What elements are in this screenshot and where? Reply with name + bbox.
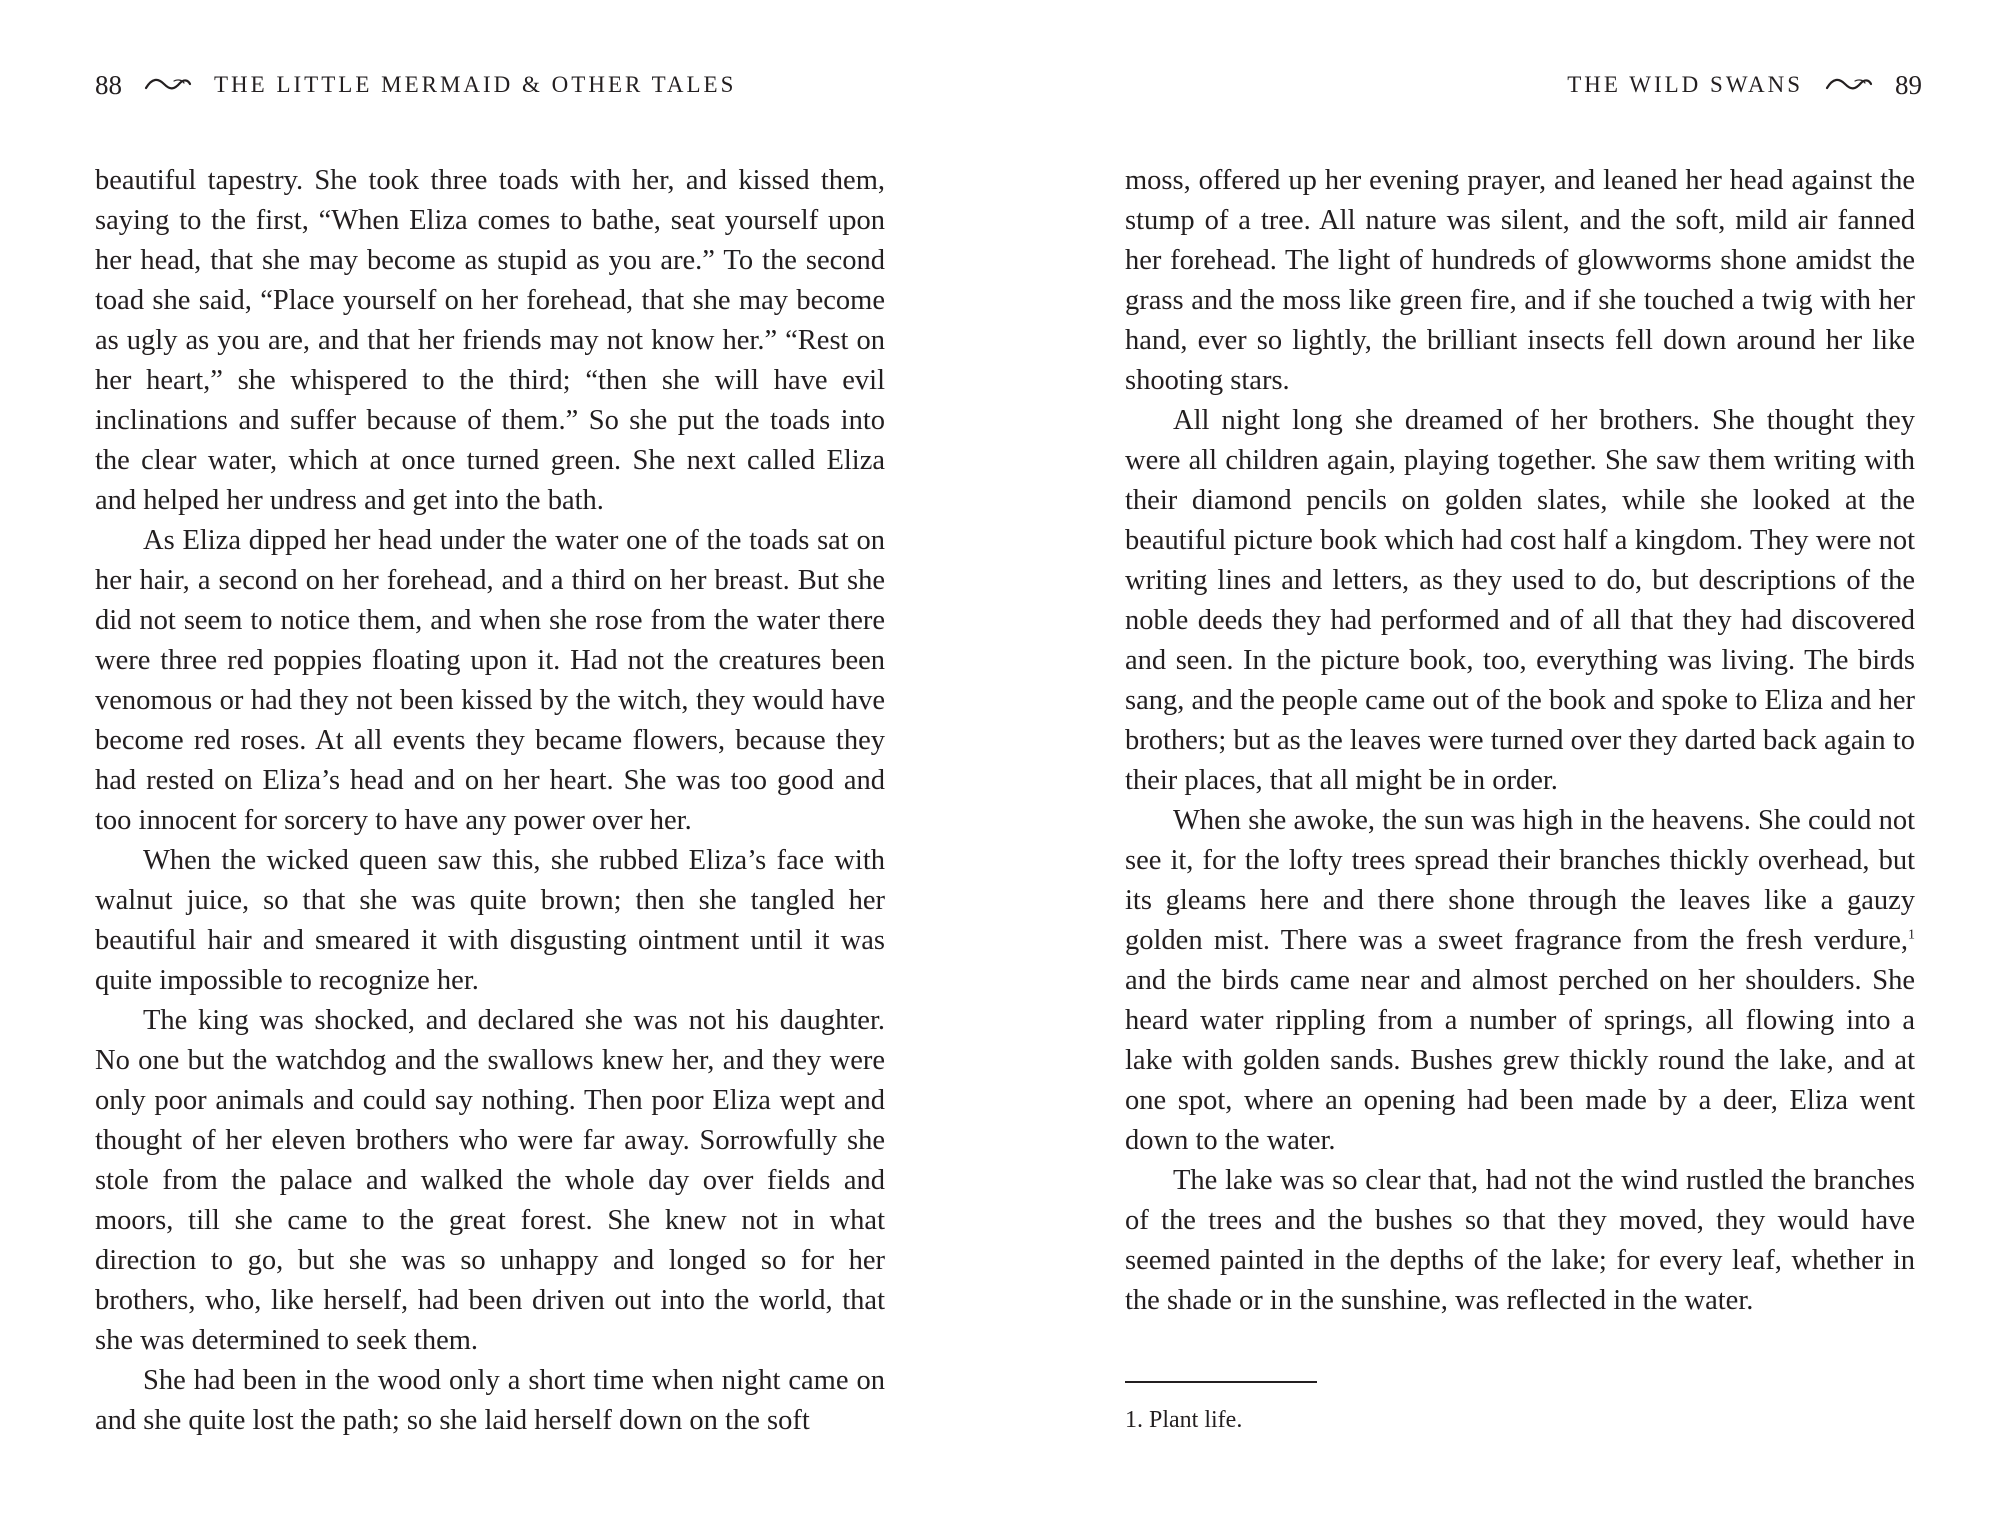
paragraph: moss, offered up her evening prayer, and leaned her head against the stump of a tree. All nature was silent, and the soft, mild air fanned her forehead. The light of hundreds of glowworms shone amidst the grass and the moss like green fire, and if she touched a twig with her hand, ever so lightly, the brilliant insects fell down around her like shooting stars.	[1125, 165, 1915, 396]
footnote-divider	[1125, 1381, 1317, 1383]
paragraph: The king was shocked, and declared she was not his daughter. No one but the watchdog and the swallows knew her, and they were only poor animals and could say nothing. Then poor Eliza wept and thought of her eleven brothers who were far away. Sorrowfully she stole from the palace and walked the whole day over fields and moors, till she came to the great forest. She knew not in what direction to go, but she was so unhappy and longed so for her brothers, who, like herself, had been driven out into the world, that she was determined to seek them.	[95, 1005, 885, 1356]
right-running-title: THE WILD SWANS	[1567, 72, 1803, 97]
paragraph: All night long she dreamed of her brothers. She thought they were all children again, playing together. She saw them writing with their diamond pencils on golden slates, while she looked at the beautiful picture book which had cost half a kingdom. They were not writing lines and letters, as they used to do, but descriptions of the noble deeds they had performed and of all that they had discovered and seen. In the picture book, too, everything was living. The birds sang, and the people came out of the book and spoke to Eliza and her brothers; but as the leaves were turned over they darted back again to their places, that all might be in order.	[1125, 405, 1915, 796]
left-running-head	[95, 68, 736, 102]
right-page	[1000, 0, 2000, 1523]
paragraph: beautiful tapestry. She took three toads with her, and kissed them, saying to the first, “When Eliza comes to bathe, seat yourself upon her head, that she may become as stupid as you are.” To the second toad she said, “Place yourself on her forehead, that she may become as ugly as you are, and that her friends may not know her.” “Rest on her heart,” she whispered to the third; “then she will have evil inclinations and suffer because of them.” So she put the toads into the clear water, which at once turned green. She next called Eliza and helped her undress and get into the bath.	[95, 165, 885, 516]
right-page-number: 89	[1895, 69, 1922, 100]
paragraph: She had been in the wood only a short time when night came on and she quite lost the path; so she laid herself down on the soft	[95, 1365, 885, 1436]
right-body-text	[1125, 161, 1915, 1321]
paragraph: When the wicked queen saw this, she rubbed Eliza’s face with walnut juice, so that she was quite brown; then she tangled her beautiful hair and smeared it with disgusting ointment until it was quite impossible to recognize her.	[95, 845, 885, 996]
footnote: 1. Plant life.	[1125, 1407, 1243, 1433]
right-running-head	[1567, 68, 1922, 102]
left-running-title: THE LITTLE MERMAID & OTHER TALES	[214, 72, 737, 97]
paragraph-text: When she awoke, the sun was high in the heavens. She could not see it, for the lofty trees spread their branches thickly overhead, but its gleams here and there shone through the leaves like a gauzy golden mist. There was a sweet fragrance from the fresh verdure,	[1125, 805, 1915, 956]
paragraph: The lake was so clear that, had not the wind rustled the branches of the trees and the bushes so that they moved, they would have seemed painted in the depths of the lake; for every leaf, whether in the shade or in the sunshine, was reflected in the water.	[1125, 1165, 1915, 1316]
paragraph: As Eliza dipped her head under the water one of the toads sat on her hair, a second on her forehead, and a third on her breast. But she did not seem to notice them, and when she rose from the water there were three red poppies floating upon it. Had not the creatures been venomous or had they not been kissed by the witch, they would have become red roses. At all events they became flowers, because they had rested on Eliza’s head and on her heart. She was too good and too innocent for sorcery to have any power over her.	[95, 525, 885, 836]
left-body-text	[95, 161, 885, 1441]
left-page-number: 88	[95, 69, 122, 100]
swash-ornament-icon	[1825, 75, 1873, 95]
footnote-marker[interactable]: 1	[1908, 927, 1915, 943]
swash-ornament-icon	[144, 75, 192, 95]
paragraph-text: and the birds came near and almost perched on her shoulders. She heard water rippling from a number of springs, all flowing into a lake with golden sands. Bushes grew thickly round the lake, and at one spot, where an opening had been made by a deer, Eliza went down to the water.	[1125, 965, 1915, 1156]
paragraph	[1125, 801, 1915, 1161]
